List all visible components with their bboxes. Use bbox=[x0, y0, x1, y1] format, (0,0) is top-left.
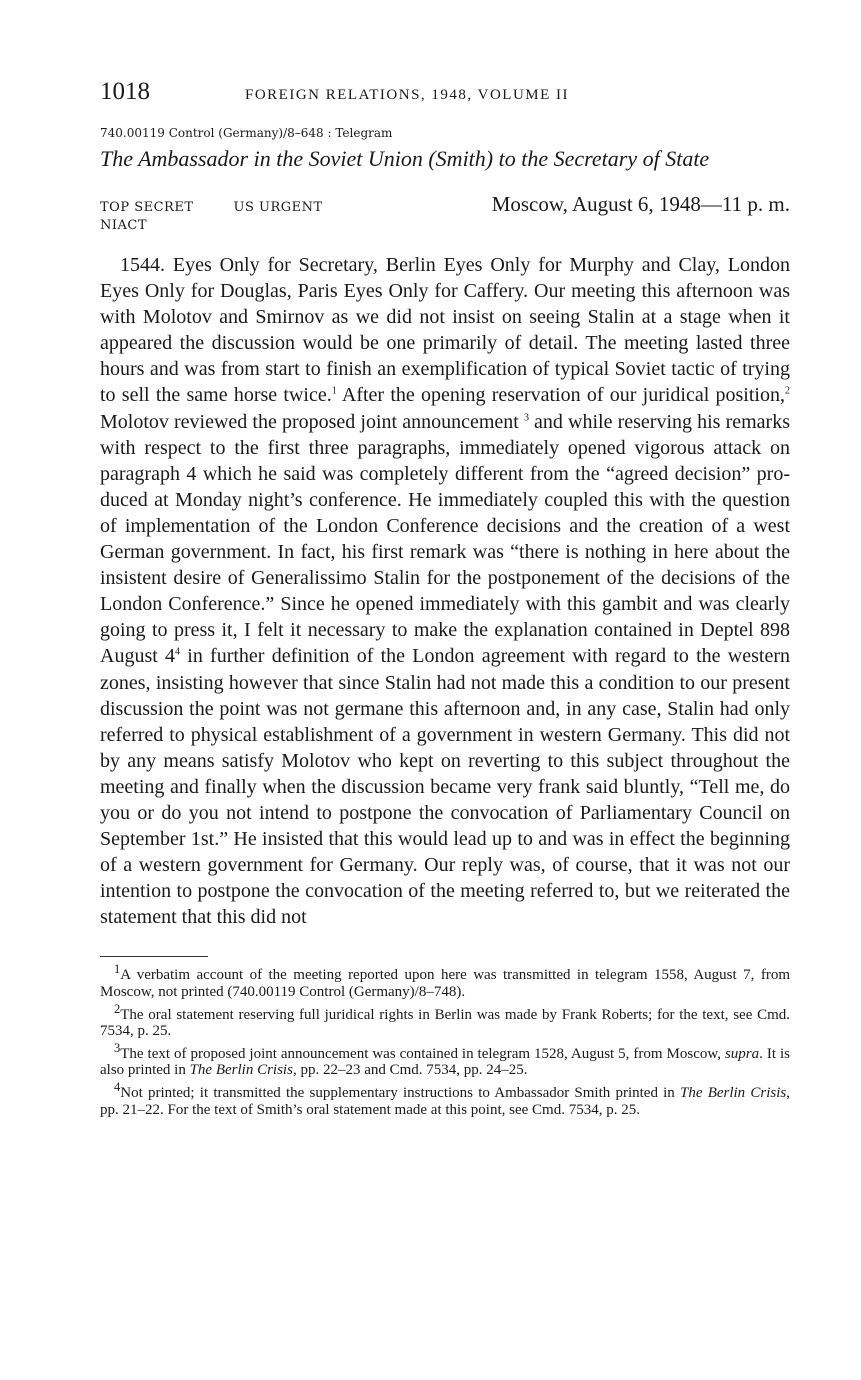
handling-label: NIACT bbox=[100, 218, 148, 233]
footnote-mark: 1 bbox=[114, 962, 121, 977]
body-segment: After the opening reservation of our juridical position, bbox=[336, 384, 785, 407]
precedence-label: US URGENT bbox=[233, 200, 323, 215]
body-segment: 1544. Eyes Only for Secretary, Berlin Eyes Only for Murphy and Clay, London Eyes Only for Douglas, Paris Eyes Only for Caffery. Our meeting this afternoon was with Molotov and Smirnov as we did not insist on seeing Stalin at a stage when it appeared the discussion would be one primarily of detail. The meeting lasted three hours and was from start to finish an exemplification of typical Soviet tactic of trying to sell the same horse twice. bbox=[100, 254, 790, 407]
footnote-text: The oral statement reserving full juridical rights in Berlin was made by Frank Roberts; for the text, see Cmd. 7534, p. 25. bbox=[100, 1006, 790, 1040]
footnote-citation: supra bbox=[724, 1045, 760, 1062]
footnote-mark: 3 bbox=[114, 1040, 121, 1055]
footnote bbox=[100, 1001, 790, 1040]
document-title: The Ambassador in the Soviet Union (Smith) to the Secretary of State bbox=[100, 146, 710, 171]
footnote bbox=[100, 1040, 790, 1079]
footnote-text: A verbatim account of the meeting reported upon here was transmitted in telegram 1558, August 7, from Moscow, not printed (740.00119 Control (Germany)/8–748). bbox=[100, 967, 790, 1001]
footnote-ref: 1 bbox=[331, 385, 337, 397]
footnote-citation: The Berlin Crisis bbox=[189, 1062, 293, 1079]
telegram-body bbox=[100, 252, 790, 930]
footnote-citation: The Berlin Crisis bbox=[680, 1085, 787, 1101]
footnote-text: Not printed; it transmitted the supplementary instructions to Ambassador Smith printed in bbox=[120, 1085, 680, 1101]
running-title: FOREIGN RELATIONS, 1948, VOLUME II bbox=[245, 87, 570, 103]
page-number: 1018 bbox=[100, 78, 150, 105]
footnote-rule bbox=[100, 956, 208, 957]
classification-row bbox=[100, 192, 790, 218]
footnote-text: The text of proposed joint announcement was contained in telegram 1528, August 5, from Moscow, bbox=[120, 1045, 725, 1062]
body-segment: Molotov reviewed the proposed joint announcement bbox=[100, 410, 524, 433]
footnote bbox=[100, 961, 790, 1000]
body-segment: in further definition of the London agreement with regard to the western zones, insisting however that since Stalin had not made this a condition to our present discussion the point was not germane this afternoon and, in any case, Stalin had only referred to physical establishment of a government in western Germany. This did not by any means satisfy Molotov who kept on reverting to this subject throughout the meeting and finally when the discussion became very frank said bluntly, “Tell me, do you or do you not intend to postpone the convocation of Parliamentary Council on September 1st.” He insisted that this would lead up to and was in effect the beginning of a western government for Germany. Our reply was, of course, that it was not our intention to postpone the convocation of the meeting referred to, but we reiterated the statement that this did not bbox=[100, 645, 790, 929]
file-reference: 740.00119 Control (Germany)/8–648 : Telegram bbox=[100, 126, 393, 140]
footnote-ref: 2 bbox=[784, 385, 790, 397]
footnote-mark: 4 bbox=[114, 1080, 121, 1094]
footnote-mark: 2 bbox=[114, 1001, 121, 1016]
footnote bbox=[100, 1079, 790, 1118]
footnote-ref: 3 bbox=[523, 411, 529, 423]
classification-markings bbox=[100, 200, 323, 215]
footnote-ref: 4 bbox=[175, 646, 181, 658]
classification-label: TOP SECRET bbox=[100, 200, 194, 215]
page-header bbox=[100, 78, 790, 114]
document-page bbox=[100, 78, 790, 1118]
footnotes bbox=[100, 961, 790, 1118]
dateline: Moscow, August 6, 1948—11 p. m. bbox=[491, 192, 790, 216]
footnote-text: . It is also printed in bbox=[100, 1045, 790, 1079]
footnote-text: , pp. 22–23 and Cmd. 7534, pp. 24–25. bbox=[292, 1062, 528, 1079]
footnote-text: , pp. 21–22. For the text of Smith’s oral statement made at this point, see Cmd. 7534, p. 25. bbox=[100, 1085, 790, 1118]
body-segment: and while reserving his remarks with respect to the first three paragraphs, immediately opened vigorous attack on paragraph 4 which he said was completely different from the “agreed decision” produced at Monday night’s conference. He immediately coupled this with the question of implementation of the London Conference decisions and the creation of a west German government. In fact, his first remark was “there is nothing in here about the insistent desire of Generalissimo Stalin for the postponement of the decisions of the London Conference.” Since he opened immediately with this gambit and was clearly going to press it, I felt it necessary to make the explanation contained in Deptel 898 August 4 bbox=[100, 410, 790, 668]
